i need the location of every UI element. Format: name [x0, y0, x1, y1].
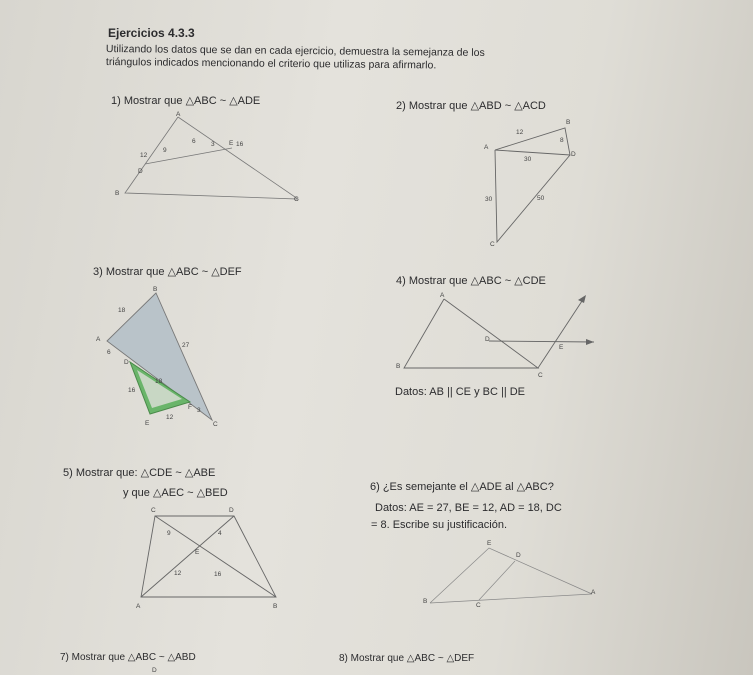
- ex5-measure-4: 4: [218, 530, 222, 537]
- ex2-vertex-a: A: [484, 144, 489, 151]
- ex3-measure-12: 12: [166, 414, 174, 421]
- ex2-measure-12: 12: [516, 129, 524, 136]
- exercise-1-label: 1) Mostrar que △ABC ~ △ADE: [111, 95, 261, 107]
- ex2-measure-50: 50: [537, 195, 545, 202]
- section-title: Ejercicios 4.3.3: [108, 26, 195, 40]
- ex4-vertex-a: A: [440, 292, 445, 299]
- ex5-vertex-d: D: [229, 507, 234, 514]
- ex3-measure-16: 16: [128, 387, 136, 394]
- ex1-vertex-d: D: [138, 168, 143, 175]
- instructions-line-1: Utilizando los datos que se dan en cada ejercicio, demuestra la semejanza de los: [105, 43, 485, 59]
- exercise-5-label-1: 5) Mostrar que: △CDE ~ △ABE: [63, 467, 216, 479]
- ex3-vertex-b: B: [153, 286, 158, 293]
- ex3-vertex-d: D: [124, 359, 129, 366]
- ex3-measure-18-top: 18: [118, 307, 126, 314]
- exercise-6-line-2: Datos: AE = 27, BE = 12, AD = 18, DC: [375, 502, 562, 514]
- ex2-measure-8: 8: [560, 137, 564, 144]
- exercise-7-label: 7) Mostrar que △ABC ~ △ABD: [60, 652, 196, 663]
- ex3-measure-6: 6: [107, 349, 111, 356]
- ex6-vertex-c: C: [476, 602, 481, 609]
- ex4-vertex-e: E: [559, 344, 564, 351]
- ex2-vertex-b: B: [566, 119, 571, 126]
- ex4-vertex-d: D: [485, 336, 490, 343]
- ex5-vertex-a: A: [136, 603, 141, 610]
- ex5-vertex-c: C: [151, 507, 156, 514]
- ex1-vertex-e: E: [229, 140, 234, 147]
- ex3-measure-3: 3: [197, 407, 201, 414]
- ex2-measure-30-left: 30: [485, 196, 493, 203]
- ex1-vertex-a: A: [176, 111, 181, 118]
- ex5-vertex-b: B: [273, 603, 278, 610]
- ex3-measure-27: 27: [182, 342, 190, 349]
- ex4-vertex-c: C: [538, 372, 543, 379]
- ex3-vertex-e: E: [145, 420, 150, 427]
- ex5-measure-16: 16: [214, 571, 222, 578]
- instructions-line-2: triángulos indicados mencionando el criterio que utilizas para afirmarlo.: [105, 56, 437, 72]
- ex5-measure-12: 12: [174, 570, 182, 577]
- ex5-measure-9: 9: [167, 530, 171, 537]
- exercise-6-line-1: 6) ¿Es semejante el △ADE al △ABC?: [370, 481, 554, 493]
- exercise-8-label: 8) Mostrar que △ABC ~ △DEF: [339, 653, 475, 664]
- ex1-measure-16: 16: [236, 141, 244, 148]
- ex1-measure-9: 9: [163, 147, 167, 154]
- ex3-vertex-a: A: [96, 336, 101, 343]
- ex2-measure-30-top: 30: [524, 156, 532, 163]
- ex1-measure-3: 3: [211, 141, 215, 148]
- ex3-vertex-c: C: [213, 421, 218, 428]
- exercise-6-line-3: = 8. Escribe su justificación.: [371, 519, 508, 531]
- ex1-vertex-c: C: [294, 196, 299, 203]
- ex6-vertex-e: E: [487, 540, 492, 547]
- ex6-vertex-d: D: [516, 552, 521, 559]
- ex5-vertex-e: E: [195, 549, 200, 556]
- ex1-vertex-b: B: [115, 190, 120, 197]
- ex1-measure-12: 12: [140, 152, 148, 159]
- exercise-4-data: Datos: AB || CE y BC || DE: [395, 386, 526, 398]
- ex7-vertex-d: D: [152, 667, 157, 674]
- exercise-2-label: 2) Mostrar que △ABD ~ △ACD: [396, 100, 546, 112]
- exercise-5-label-2: y que △AEC ~ △BED: [123, 487, 228, 499]
- ex6-vertex-a: A: [591, 589, 596, 596]
- ex4-vertex-b: B: [396, 363, 401, 370]
- ex2-vertex-d: D: [571, 151, 576, 158]
- ex3-vertex-f: F: [188, 404, 192, 411]
- ex1-measure-6: 6: [192, 138, 196, 145]
- exercise-4-label: 4) Mostrar que △ABC ~ △CDE: [396, 275, 546, 287]
- ex2-vertex-c: C: [490, 241, 495, 248]
- ex6-vertex-b: B: [423, 598, 428, 605]
- exercise-3-label: 3) Mostrar que △ABC ~ △DEF: [93, 266, 242, 278]
- ex3-measure-18-inner: 18: [155, 378, 163, 385]
